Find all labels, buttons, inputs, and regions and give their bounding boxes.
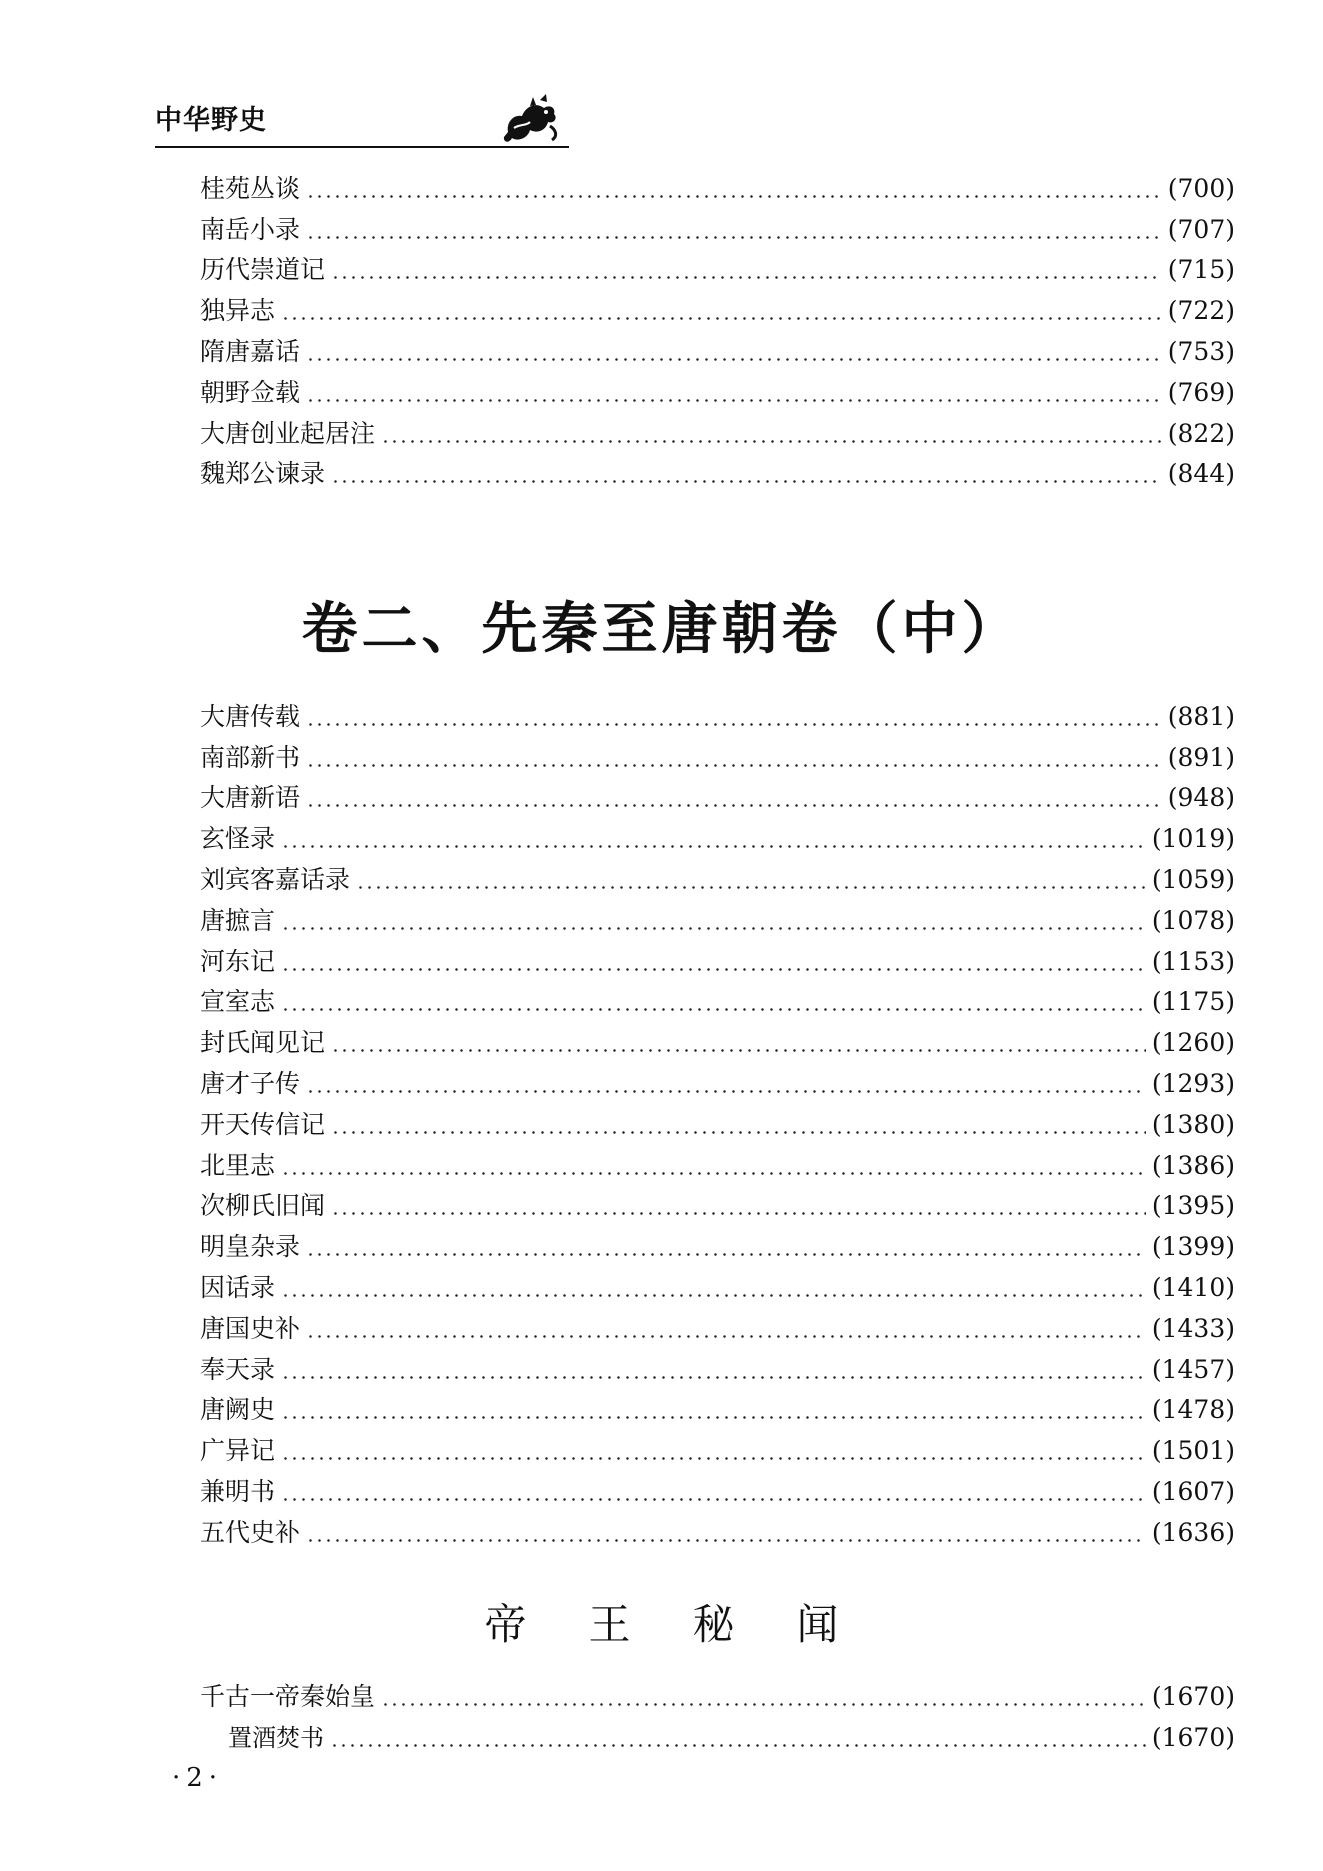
toc-entry[interactable] xyxy=(200,1349,1235,1390)
toc-entry[interactable] xyxy=(200,1390,1235,1431)
toc-entry-page: (1478) xyxy=(1151,1395,1235,1425)
dot-leader xyxy=(306,1539,1146,1542)
toc-entry-page: (1670) xyxy=(1151,1681,1235,1711)
toc-entry[interactable] xyxy=(200,331,1235,372)
toc-entry-title: 隋唐嘉话 xyxy=(200,336,301,366)
toc-entry[interactable] xyxy=(200,1063,1235,1104)
toc-entry-title: 南部新书 xyxy=(200,742,301,772)
dot-leader xyxy=(306,358,1162,361)
dot-leader xyxy=(281,1376,1146,1379)
toc-entry-page: (700) xyxy=(1167,173,1235,203)
dot-leader xyxy=(306,1253,1146,1256)
toc-entry-page: (1395) xyxy=(1151,1191,1235,1221)
dot-leader xyxy=(306,1335,1146,1338)
toc-entry[interactable] xyxy=(200,1471,1235,1512)
toc-entry[interactable] xyxy=(200,290,1235,331)
dot-leader xyxy=(281,927,1146,930)
toc-entry-page: (822) xyxy=(1167,418,1235,448)
toc-entry-page: (1293) xyxy=(1151,1068,1235,1098)
toc-entry-page: (1410) xyxy=(1151,1272,1235,1302)
toc-entry-page: (1386) xyxy=(1151,1150,1235,1180)
dot-leader xyxy=(306,804,1162,807)
toc-entry-page: (707) xyxy=(1167,214,1235,244)
toc-entry-page: (1380) xyxy=(1151,1109,1235,1139)
toc-entry[interactable] xyxy=(200,1104,1235,1145)
toc-entry[interactable] xyxy=(200,250,1235,291)
toc-entry-title: 玄怪录 xyxy=(200,824,276,854)
toc-entry-page: (844) xyxy=(1167,459,1235,489)
toc-entry-title: 大唐传载 xyxy=(200,701,301,731)
dot-leader xyxy=(331,276,1162,279)
toc-entry-title: 历代崇道记 xyxy=(200,255,326,285)
toc-entry-title: 兼明书 xyxy=(200,1476,276,1506)
running-title: 中华野史 xyxy=(155,105,267,136)
dot-leader xyxy=(281,317,1162,320)
toc-entry[interactable] xyxy=(200,1186,1235,1227)
toc-entry[interactable] xyxy=(200,900,1235,941)
toc-entry-page: (1153) xyxy=(1151,946,1235,976)
toc-entry[interactable] xyxy=(200,168,1235,209)
dot-leader xyxy=(281,1172,1146,1175)
toc-entry[interactable] xyxy=(200,982,1235,1023)
toc-entry[interactable] xyxy=(200,818,1235,859)
toc-entry-page: (753) xyxy=(1167,336,1235,366)
toc-entry-page: (1636) xyxy=(1151,1517,1235,1547)
dot-leader xyxy=(381,440,1162,443)
toc-entry[interactable] xyxy=(200,1676,1235,1717)
toc-entry[interactable] xyxy=(200,372,1235,413)
toc-entry-title: 大唐创业起居注 xyxy=(200,418,376,448)
toc-entry-page: (881) xyxy=(1167,701,1235,731)
toc-entry-page: (1607) xyxy=(1151,1476,1235,1506)
section-heading: 帝王秘闻 xyxy=(484,1600,901,1649)
toc-entry[interactable] xyxy=(200,1267,1235,1308)
dot-leader xyxy=(331,1212,1146,1215)
toc-list-volume2 xyxy=(200,696,1235,1553)
toc-list-top xyxy=(200,168,1235,494)
toc-entry-page: (1019) xyxy=(1151,824,1235,854)
dot-leader xyxy=(281,845,1146,848)
toc-entry[interactable] xyxy=(200,1512,1235,1553)
toc-entry[interactable] xyxy=(200,209,1235,250)
dot-leader xyxy=(331,1131,1146,1134)
dot-leader xyxy=(306,236,1162,239)
toc-entry-title: 开天传信记 xyxy=(200,1109,326,1139)
toc-entry-title: 独异志 xyxy=(200,296,276,326)
toc-entry-title: 奉天录 xyxy=(200,1354,276,1384)
toc-entry-title: 刘宾客嘉话录 xyxy=(200,864,351,894)
volume-heading: 卷二、先秦至唐朝卷（中） xyxy=(301,597,1022,662)
dot-leader xyxy=(306,723,1162,726)
toc-entry[interactable] xyxy=(200,737,1235,778)
toc-entry-title: 大唐新语 xyxy=(200,783,301,813)
toc-entry-title: 南岳小录 xyxy=(200,214,301,244)
toc-entry-page: (891) xyxy=(1167,742,1235,772)
dot-leader xyxy=(281,1457,1146,1460)
toc-entry-title: 因话录 xyxy=(200,1272,276,1302)
toc-entry[interactable] xyxy=(200,778,1235,819)
dot-leader xyxy=(281,1416,1146,1419)
toc-entry-page: (1260) xyxy=(1151,1028,1235,1058)
toc-entry-title: 唐摭言 xyxy=(200,905,276,935)
toc-entry-title: 宣室志 xyxy=(200,987,276,1017)
toc-list-section xyxy=(200,1676,1235,1758)
toc-entry-title: 河东记 xyxy=(200,946,276,976)
toc-entry-title: 朝野佥载 xyxy=(200,377,301,407)
dot-leader xyxy=(281,1294,1146,1297)
dot-leader xyxy=(381,1703,1146,1706)
toc-entry-page: (715) xyxy=(1167,255,1235,285)
toc-entry-page: (1078) xyxy=(1151,905,1235,935)
toc-entry-title: 唐才子传 xyxy=(200,1068,301,1098)
toc-subentry[interactable] xyxy=(200,1717,1235,1758)
toc-entry-title: 北里志 xyxy=(200,1150,276,1180)
dot-leader xyxy=(281,968,1146,971)
toc-entry-title: 唐国史补 xyxy=(200,1313,301,1343)
toc-entry[interactable] xyxy=(200,413,1235,454)
dot-leader xyxy=(306,399,1162,402)
toc-entry[interactable] xyxy=(200,1226,1235,1267)
header-rule xyxy=(155,146,569,148)
toc-entry-page: (1059) xyxy=(1151,864,1235,894)
toc-entry-page: (948) xyxy=(1167,783,1235,813)
dot-leader xyxy=(281,1008,1146,1011)
toc-entry-page: (1457) xyxy=(1151,1354,1235,1384)
dot-leader xyxy=(281,1498,1146,1501)
dot-leader xyxy=(331,480,1162,483)
toc-entry-title: 广异记 xyxy=(200,1436,276,1466)
toc-entry-title: 明皇杂录 xyxy=(200,1232,301,1262)
dot-leader xyxy=(356,886,1146,889)
dragon-icon xyxy=(500,92,560,146)
toc-entry-page: (1399) xyxy=(1151,1232,1235,1262)
toc-entry-page: (722) xyxy=(1167,296,1235,326)
running-header xyxy=(155,92,565,150)
toc-entry[interactable] xyxy=(200,1430,1235,1471)
toc-entry-page: (1175) xyxy=(1151,987,1235,1017)
toc-entry-page: (769) xyxy=(1167,377,1235,407)
toc-entry-title: 千古一帝秦始皇 xyxy=(200,1681,376,1711)
toc-entry[interactable] xyxy=(200,1022,1235,1063)
toc-entry[interactable] xyxy=(200,941,1235,982)
toc-entry-title: 封氏闻见记 xyxy=(200,1028,326,1058)
toc-entry-title: 唐阙史 xyxy=(200,1395,276,1425)
dot-leader xyxy=(306,764,1162,767)
toc-entry-title: 魏郑公谏录 xyxy=(200,459,326,489)
toc-entry-page: (1433) xyxy=(1151,1313,1235,1343)
toc-entry[interactable] xyxy=(200,1145,1235,1186)
dot-leader xyxy=(331,1049,1146,1052)
dot-leader xyxy=(330,1744,1146,1747)
toc-entry[interactable] xyxy=(200,696,1235,737)
toc-entry-title: 五代史补 xyxy=(200,1517,301,1547)
toc-entry[interactable] xyxy=(200,454,1235,495)
toc-entry-title: 次柳氏旧闻 xyxy=(200,1191,326,1221)
dot-leader xyxy=(306,195,1162,198)
page-number: ·2· xyxy=(172,1763,224,1793)
toc-entry-page: (1501) xyxy=(1151,1436,1235,1466)
toc-entry-page: (1670) xyxy=(1151,1722,1235,1752)
toc-entry[interactable] xyxy=(200,1308,1235,1349)
toc-entry-title: 置酒焚书 xyxy=(228,1723,324,1752)
toc-entry[interactable] xyxy=(200,859,1235,900)
toc-entry-title: 桂苑丛谈 xyxy=(200,173,301,203)
dot-leader xyxy=(306,1090,1146,1093)
